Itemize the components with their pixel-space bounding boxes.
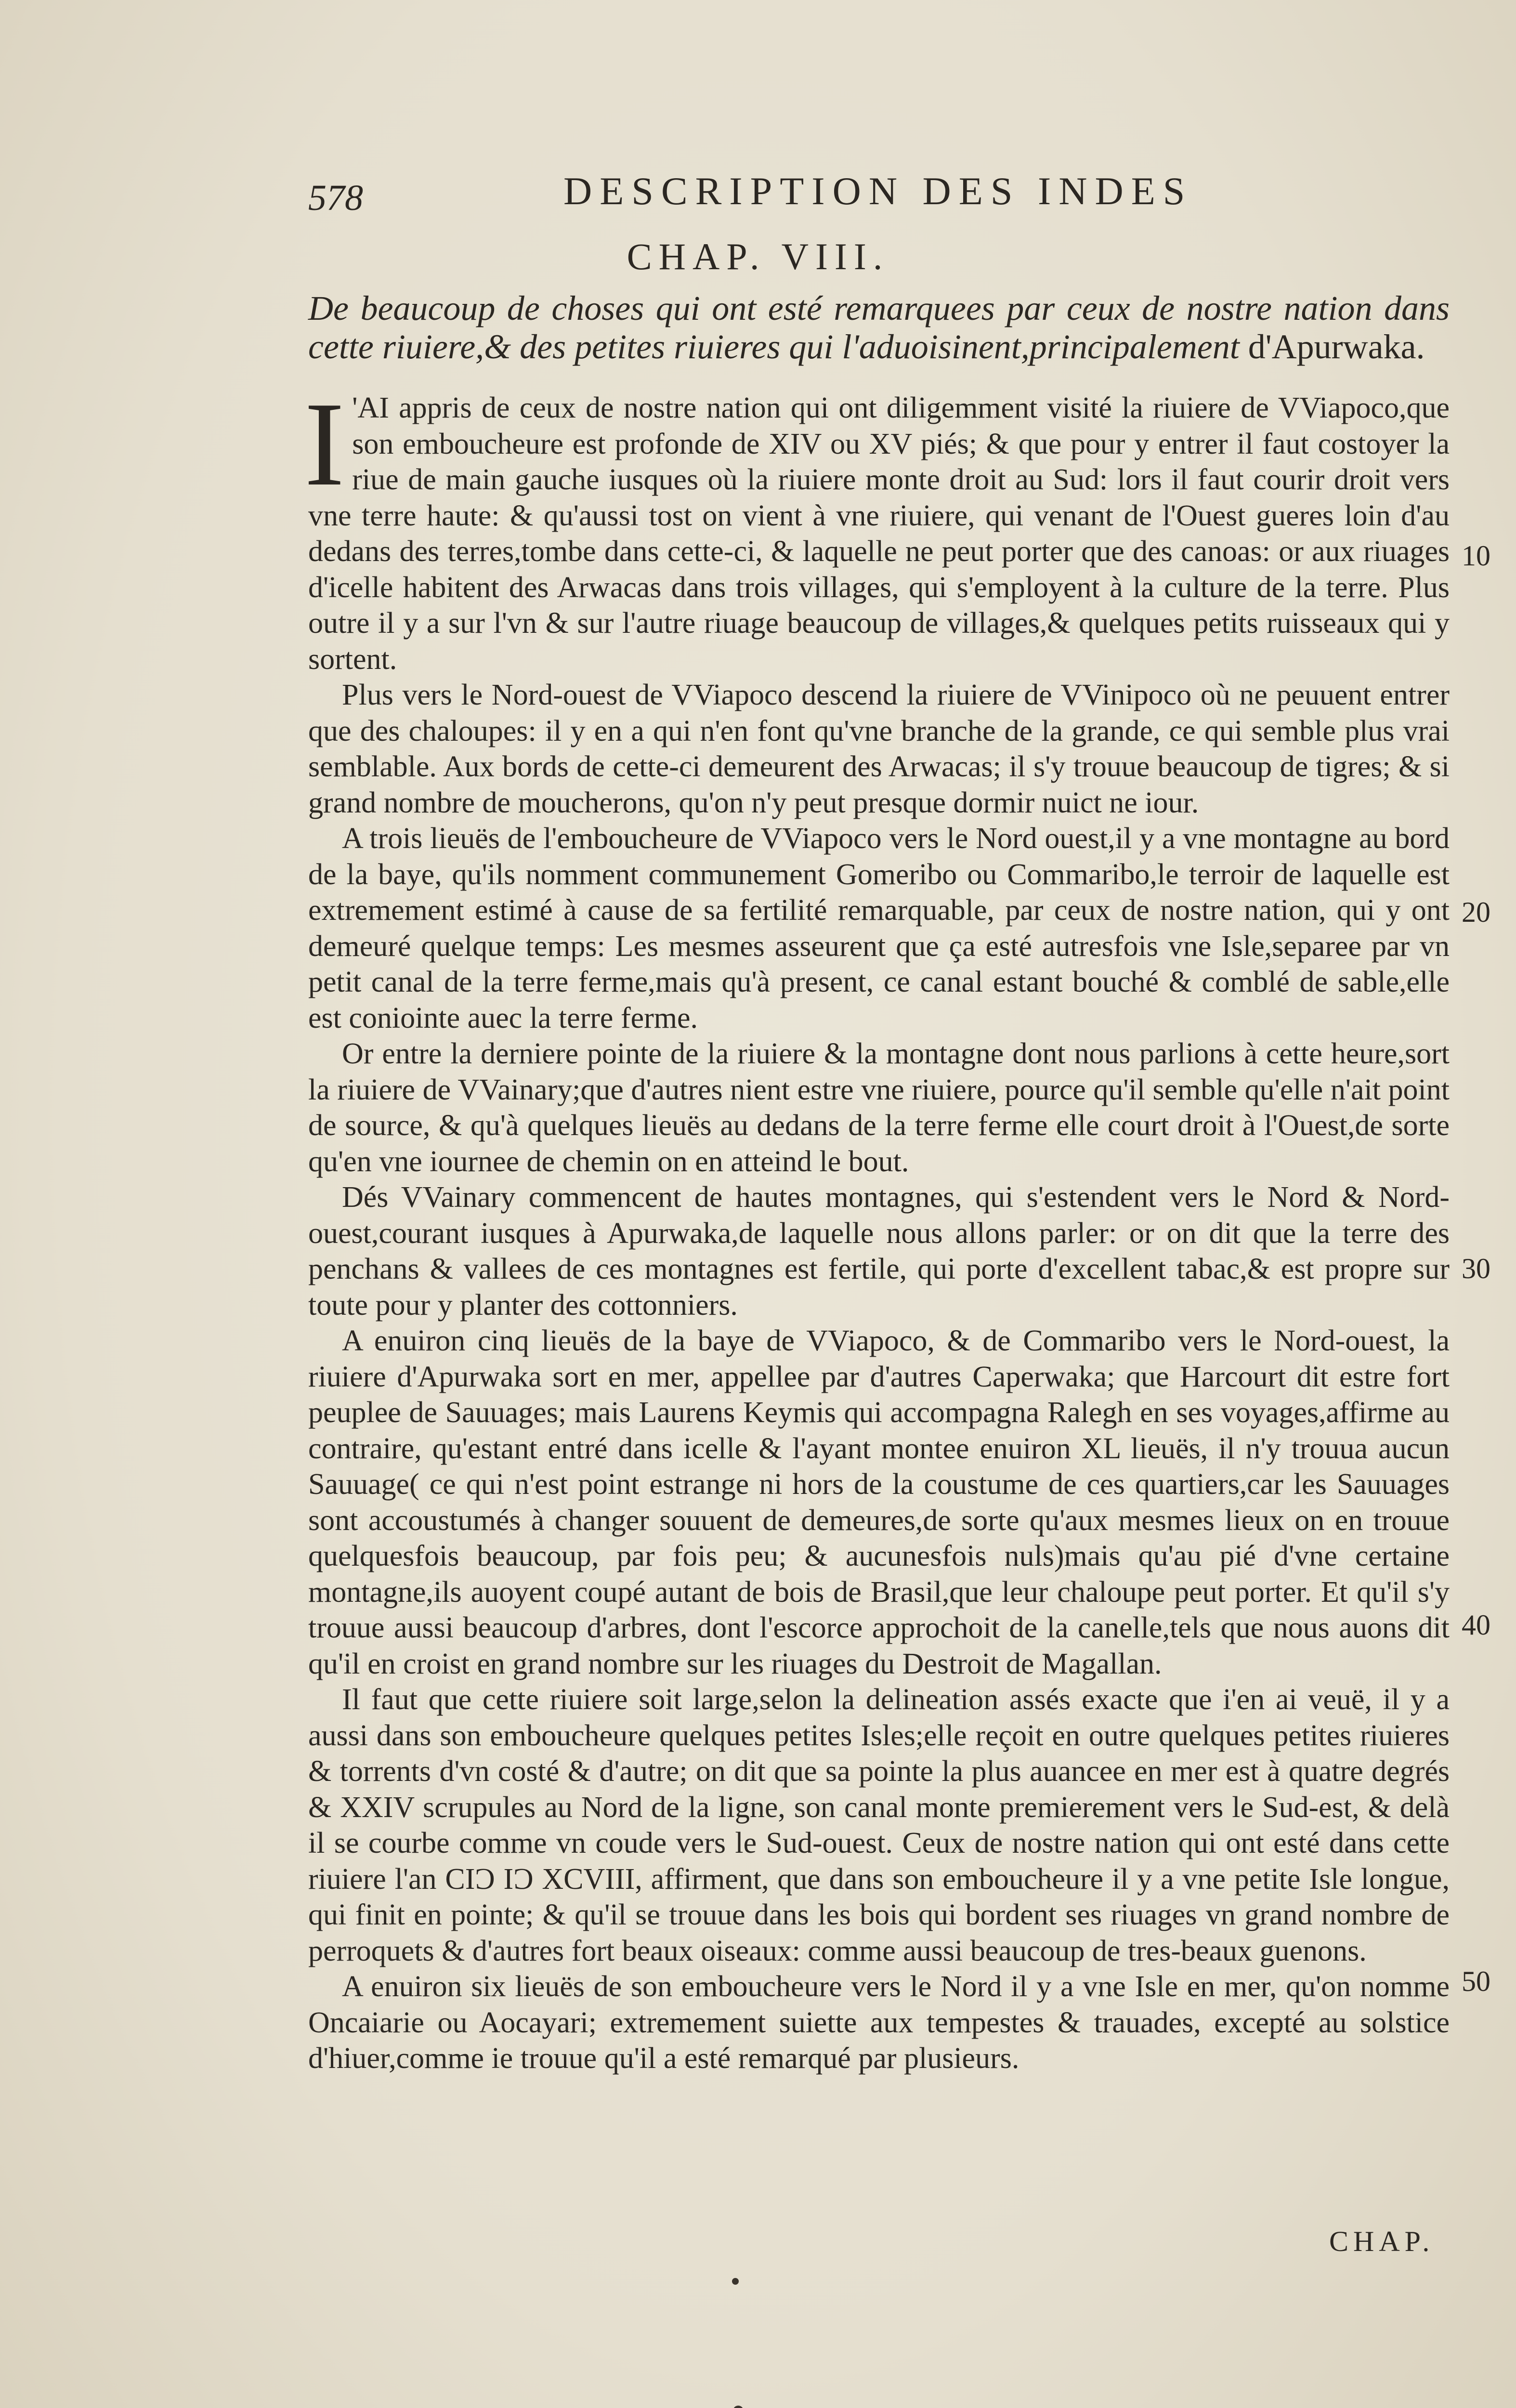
chapter-title: CHAP. VIII. xyxy=(627,236,889,277)
ink-speck xyxy=(733,2406,744,2408)
paragraph-2: Plus vers le Nord-ouest de VViapoco descend la riuiere de VVinipoco où ne peuuent entrer que des chaloupes: il y en a qui n'en font qu'vne branche de la grande, ce qui semble plus vrai semblable. Aux bords de cette-ci demeurent des Arwacas; il s'y trouue beaucoup de tigres; & si grand nombre de moucherons, qu'on n'y peut presque dormir nuict ne iour. xyxy=(308,679,1450,819)
margin-line-numbers xyxy=(1462,0,1510,2408)
paragraph-4: Or entre la derniere pointe de la riuiere & la montagne dont nous parlions à cette heure,sort la riuiere de VVainary;que d'autres nient estre vne riuiere, pource qu'il semble qu'elle n'ait point de source, & qu'à quelques lieuës au dedans de la terre ferme elle court droit à l'Ouest,de sorte qu'en vne iournee de chemin on en atteind le bout. xyxy=(308,1037,1450,1178)
paragraph-3: A trois lieuës de l'emboucheure de VViapoco vers le Nord ouest,il y a vne montagne au bord de la baye, qu'ils nomment communement Gomeribo ou Commaribo,le terroir de laquelle est extremement estimé à cause de sa fertilité remarquable, par ceux de nostre nation, qui y ont demeuré quelque temps: Les mesmes asseurent que ça esté autresfois vne Isle,separee par vn petit canal de la terre ferme,mais qu'à present, ce canal estant bouché & comblé de sable,elle est coniointe auec la terre ferme. xyxy=(308,822,1450,1034)
paragraph-5: Dés VVainary commencent de hautes montagnes, qui s'estendent vers le Nord & Nord-ouest,courant iusques à Apurwaka,de laquelle nous allons parler: or on dit que la terre des penchans & vallees de ces montagnes est fertile, qui porte d'excellent tabac,& est propre sur toute pour y planter des cottonniers. xyxy=(308,1181,1450,1322)
paragraph-6: A enuiron cinq lieuës de la baye de VViapoco, & de Commaribo vers le Nord-ouest, la riuiere d'Apurwaka sort en mer, appellee par d'autres Caperwaka; que Harcourt dit estre fort peuplee de Sauuages; mais Laurens Keymis qui accompagna Ralegh en ses voyages,affirme au contraire, qu'estant entré dans icelle & l'ayant montee enuiron XL lieuës, il n'y trouua aucun Sauuage( ce qui n'est point estrange ni hors de la coustume de ces quartiers,car les Sauuages sont accoustumés à changer souuent de demeures,de sorte qu'aux mesmes lieux on en trouue quelquesfois beaucoup, par fois peu; & aucunesfois nuls)mais qu'au pié d'vne certaine montagne,ils auoyent coupé autant de bois de Brasil,que leur chaloupe peut porter. Et qu'il s'y trouue aussi beaucoup d'arbres, dont l'escorce approchoit de la canelle,tels que nous auons dit qu'il en croist en grand nombre sur les riuages du Destroit de Magallan. xyxy=(308,1324,1450,1680)
paragraph-1 xyxy=(304,378,1450,677)
paragraph-text: 'AI appris de ceux de nostre nation qui ont diligemment visité la riuiere de VViapoco,que son emboucheure est profonde de XIV ou XV piés; & que pour y entrer il faut costoyer la riue de main gauche iusques où la riuiere monte droit au Sud: lors il faut courir droit vers vne terre haute: & qu'aussi tost on vient à vne riuiere, qui venant de l'Ouest gueres loin d'au dedans des terres,tombe dans cette-ci, & laquelle ne peut porter que des canoas: or aux riuages d'icelle habitent des Arwacas dans trois villages, qui s'employent à la culture de la terre. Plus outre il y a sur l'vn & sur l'autre riuage beaucoup de villages,& quelques petits ruisseaux qui y sortent. xyxy=(308,392,1450,676)
body-text xyxy=(304,378,1450,2077)
chapter-subtitle xyxy=(308,289,1450,366)
line-number: 20 xyxy=(1462,896,1490,928)
line-number: 30 xyxy=(1462,1253,1490,1284)
chapter-subtitle-roman: d'Apurwaka. xyxy=(1239,327,1425,366)
ink-speck xyxy=(732,2278,739,2285)
line-number: 40 xyxy=(1462,1609,1490,1641)
running-head: DESCRIPTION DES INDES xyxy=(563,169,1193,213)
paragraph-7: Il faut que cette riuiere soit large,selon la delineation assés exacte que i'en ai veuë, il y a aussi dans son emboucheure quelques petites Isles;elle reçoit en outre quelques petites riuieres & torrents d'vn costé & d'autre; on dit que sa pointe la plus auancee en mer est à quatre degrés & XXIV scrupules au Nord de la ligne, son canal monte premierement vers le Sud-est, & delà il se courbe comme vn coude vers le Sud-ouest. Ceux de nostre nation qui ont esté dans cette riuiere l'an CIƆ IƆ XCVIII, affirment, que dans son emboucheure il y a vne petite Isle longue, qui finit en pointe; & qu'il se trouue dans les bois qui bordent ses riuages vn grand nombre de perroquets & d'autres fort beaux oiseaux: comme aussi beaucoup de tres-beaux guenons. xyxy=(308,1683,1450,1967)
line-number: 10 xyxy=(1462,540,1490,572)
drop-cap: I xyxy=(304,378,345,511)
page-header xyxy=(308,169,1464,226)
page-number: 578 xyxy=(308,178,363,218)
paragraph-8: A enuiron six lieuës de son emboucheure vers le Nord il y a vne Isle en mer, qu'on nomme Oncaiarie ou Aocayari; extremement suiette aux tempestes & trauades, excepté au solstice d'hiuer,comme ie trouue qu'il a esté remarqué par plusieurs. xyxy=(308,1970,1450,2075)
chapter-subtitle-italic: De beaucoup de choses qui ont esté remarquees par ceux de nostre nation dans cette riuiere,& des petites riuieres qui l'aduoisinent,principalement xyxy=(308,289,1450,366)
line-number: 50 xyxy=(1462,1965,1490,1997)
catchword: CHAP. xyxy=(1329,2225,1435,2257)
